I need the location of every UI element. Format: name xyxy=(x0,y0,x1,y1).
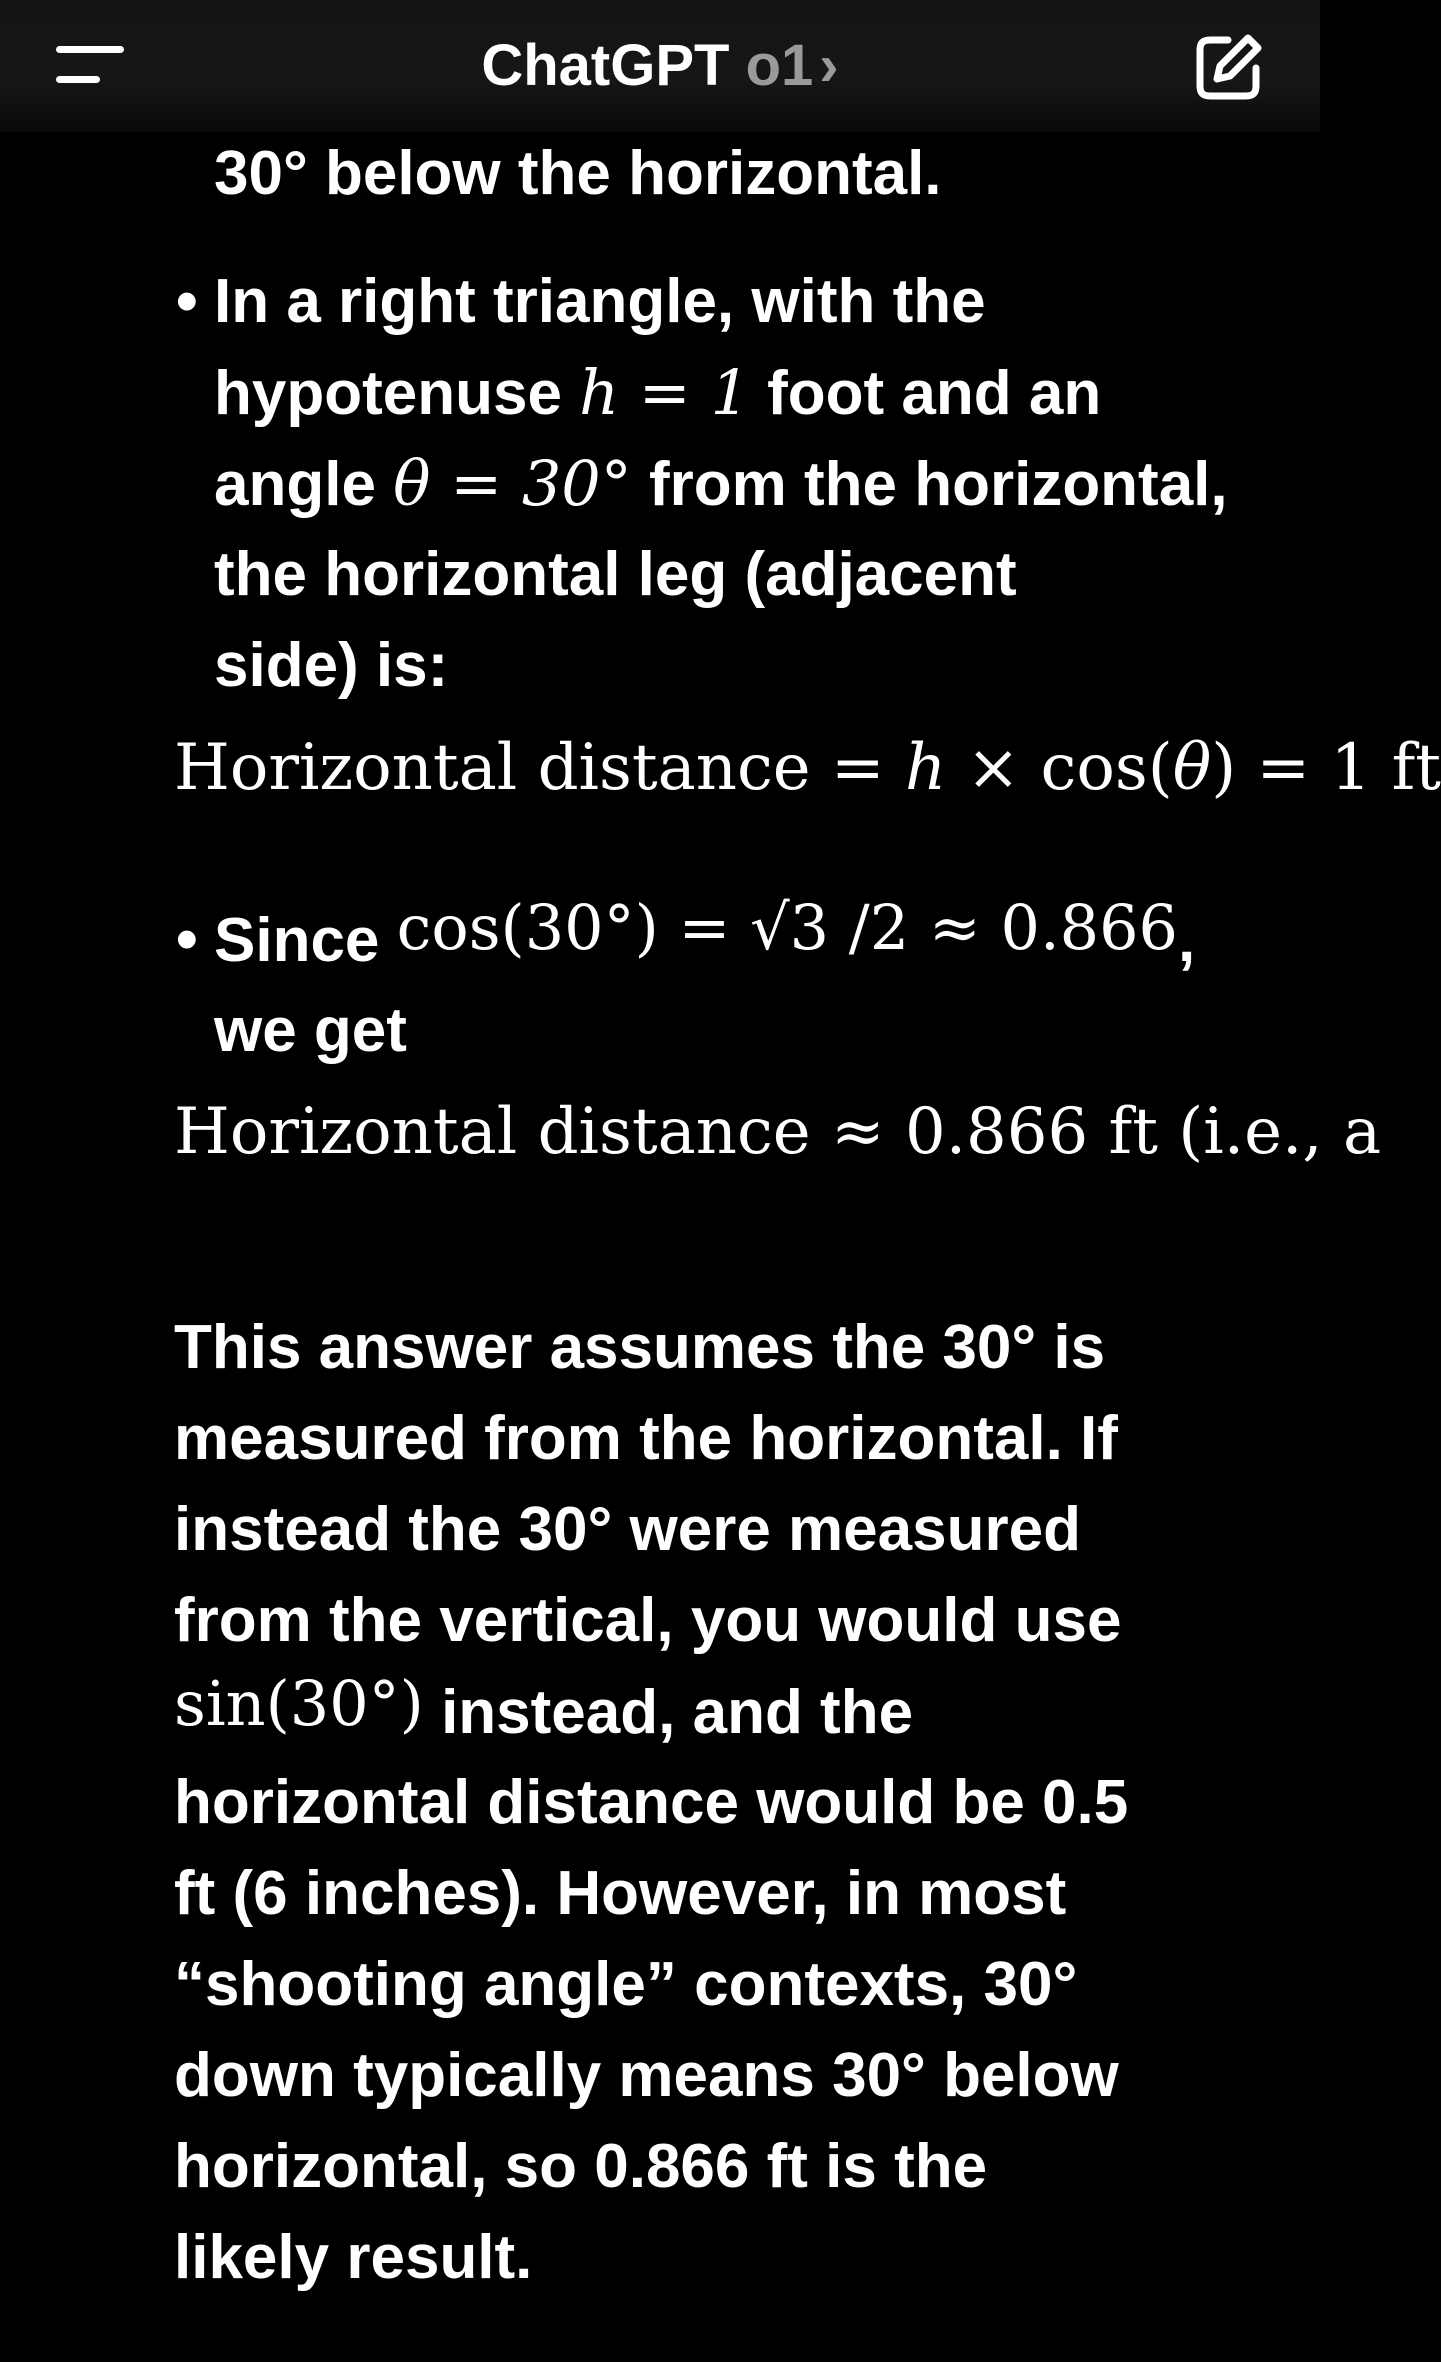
text-span: horizontal, so xyxy=(174,2132,595,2201)
new-chat-edit-icon[interactable] xyxy=(1188,28,1268,108)
bold-text: from the vertical xyxy=(174,1586,657,1655)
bullet-dot: • xyxy=(176,267,198,336)
app-title: ChatGPT xyxy=(481,33,730,98)
text-span: from the horizontal, xyxy=(631,450,1228,519)
math-var: h xyxy=(904,731,947,805)
math-inline: sin(30°) xyxy=(174,1667,424,1740)
text-line xyxy=(214,529,1017,620)
model-name: o1 xyxy=(745,33,814,98)
bold-text: horizontal leg xyxy=(324,540,728,609)
text-span: foot and an xyxy=(749,359,1102,428)
text-span: (adjacent xyxy=(727,540,1017,609)
display-equation-2[interactable]: Horizontal distance ≈ 0.866 ft (i.e., a xyxy=(174,1095,1382,1169)
text-line xyxy=(214,891,1196,986)
text-line: In a right triangle, with the xyxy=(214,267,986,336)
text-span: instead, and the xyxy=(423,1678,914,1747)
text-span: is the xyxy=(807,2132,988,2201)
math-inline: θ = 30° xyxy=(393,447,632,520)
text-line: down typically means 30° below xyxy=(174,2041,1119,2110)
text-line xyxy=(214,347,1101,439)
text-line xyxy=(214,438,1228,530)
text-span: , xyxy=(1178,906,1196,975)
model-selector[interactable] xyxy=(0,28,1320,104)
text-span: hypotenuse xyxy=(214,359,580,428)
math-inline: h = 1 xyxy=(579,356,750,429)
text-span: . If xyxy=(1045,1404,1118,1473)
text-line: side) is: xyxy=(214,631,449,700)
math-text: × cos( xyxy=(946,731,1173,805)
text-span: Since xyxy=(214,906,397,975)
edit-icon-svg xyxy=(1188,28,1268,108)
text-line: we get xyxy=(214,996,407,1065)
math-var: θ xyxy=(1172,731,1212,805)
text-line: instead the 30° were measured xyxy=(174,1495,1081,1564)
text-line xyxy=(174,2121,987,2212)
math-inline: cos(30°) = √3 /2 ≈ 0.866 xyxy=(396,891,1178,964)
text-line xyxy=(174,1393,1118,1484)
text-span: angle xyxy=(214,450,394,519)
text-line xyxy=(174,1666,913,1758)
text-line xyxy=(174,1575,1121,1666)
bullet-dot: • xyxy=(176,905,198,974)
top-app-bar xyxy=(0,0,1320,132)
math-text: Horizontal distance = xyxy=(174,731,905,805)
text-line: likely result. xyxy=(174,2223,533,2292)
text-line: 30° below the horizontal. xyxy=(214,139,942,208)
text-span: measured xyxy=(174,1404,485,1473)
text-line: ft (6 inches). However, in most xyxy=(174,1859,1067,1928)
text-line: “shooting angle” contexts, 30° xyxy=(174,1950,1078,2019)
display-equation-1[interactable] xyxy=(174,728,1441,808)
text-line: This answer assumes the 30° is xyxy=(174,1313,1106,1382)
text-span: , you would use xyxy=(656,1586,1122,1655)
text-span: the xyxy=(214,540,325,609)
math-text: ) = 1 ft xyxy=(1211,731,1441,805)
bold-text: 0.866 ft xyxy=(594,2132,808,2201)
bold-text: from the horizontal xyxy=(484,1404,1046,1473)
text-line: horizontal distance would be 0.5 xyxy=(174,1768,1129,1837)
chevron-right-icon: › xyxy=(819,33,839,98)
